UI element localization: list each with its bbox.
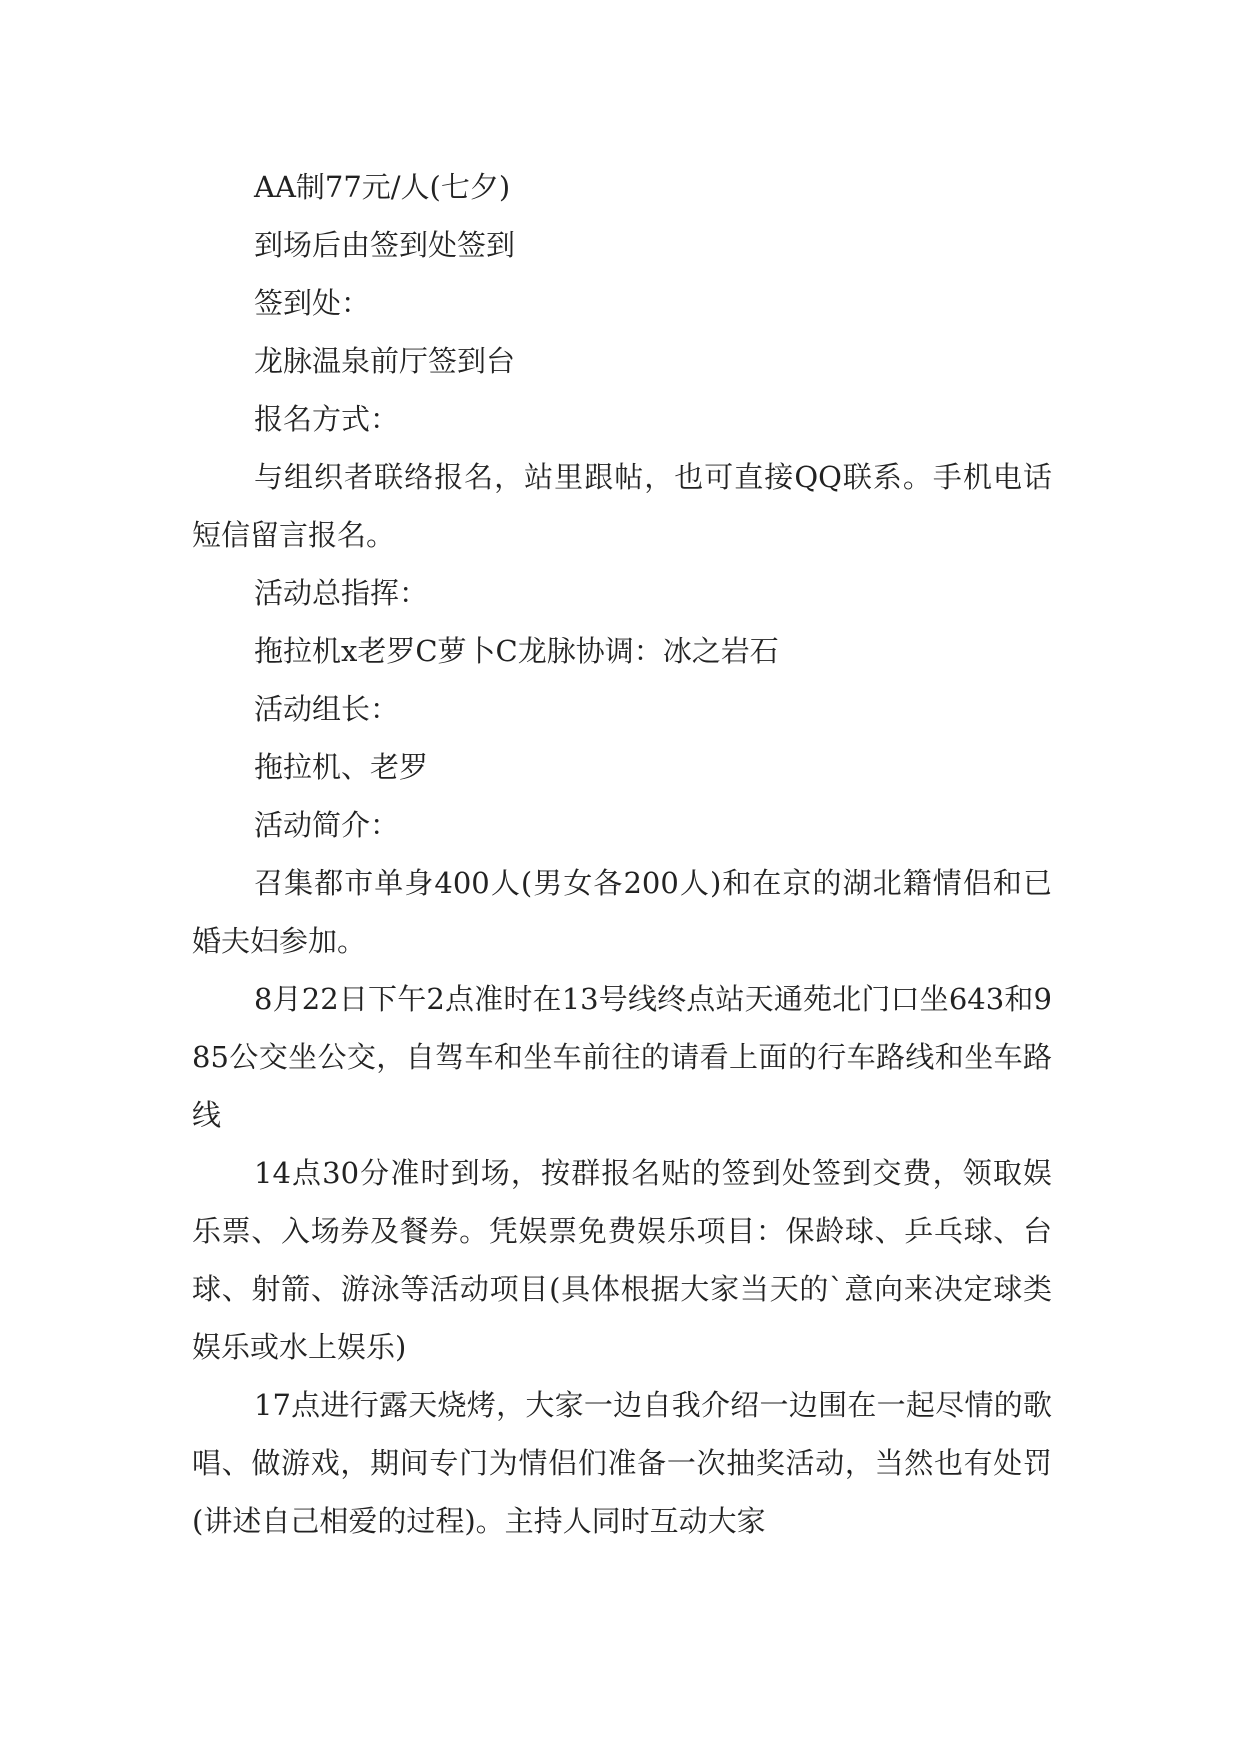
paragraph-meeting-point: 8月22日下午2点准时在13号线终点站天通苑北门口坐643和985公交坐公交，自驾车和坐车前往的请看上面的行车路线和坐车路线	[192, 982, 1052, 1132]
paragraph-bbq-program: 17点进行露天烧烤，大家一边自我介绍一边围在一起尽情的歌唱、做游戏，期间专门为情侣们准备一次抽奖活动，当然也有处罚(讲述自己相爱的过程)。主持人同时互动大家	[192, 1388, 1052, 1538]
paragraph-fee: AA制77元/人(七夕)	[254, 170, 511, 204]
paragraph-leader-heading: 活动组长：	[254, 692, 400, 726]
paragraph-commander-heading: 活动总指挥：	[254, 576, 429, 610]
paragraph-intro-participants: 召集都市单身400人(男女各200人)和在京的湖北籍情侣和已婚夫妇参加。	[192, 866, 1052, 958]
paragraph-commander-names: 拖拉机x老罗C萝卜C龙脉协调：冰之岩石	[254, 634, 779, 668]
paragraph-checkin-location: 龙脉温泉前厅签到台	[254, 344, 516, 378]
paragraph-checkin-note: 到场后由签到处签到	[254, 228, 516, 262]
document-body	[192, 158, 1052, 1550]
paragraph-arrival-activities: 14点30分准时到场，按群报名贴的签到处签到交费，领取娱乐票、入场券及餐券。凭娱票免费娱乐项目：保龄球、乒乓球、台球、射箭、游泳等活动项目(具体根据大家当天的`意向来决定球类娱乐或水上娱乐)	[192, 1156, 1052, 1364]
paragraph-intro-heading: 活动简介：	[254, 808, 400, 842]
paragraph-leader-names: 拖拉机、老罗	[254, 750, 429, 784]
paragraph-signup-heading: 报名方式：	[254, 402, 400, 436]
paragraph-signup-method: 与组织者联络报名，站里跟帖，也可直接QQ联系。手机电话短信留言报名。	[192, 460, 1052, 552]
paragraph-checkin-heading: 签到处：	[254, 286, 371, 320]
